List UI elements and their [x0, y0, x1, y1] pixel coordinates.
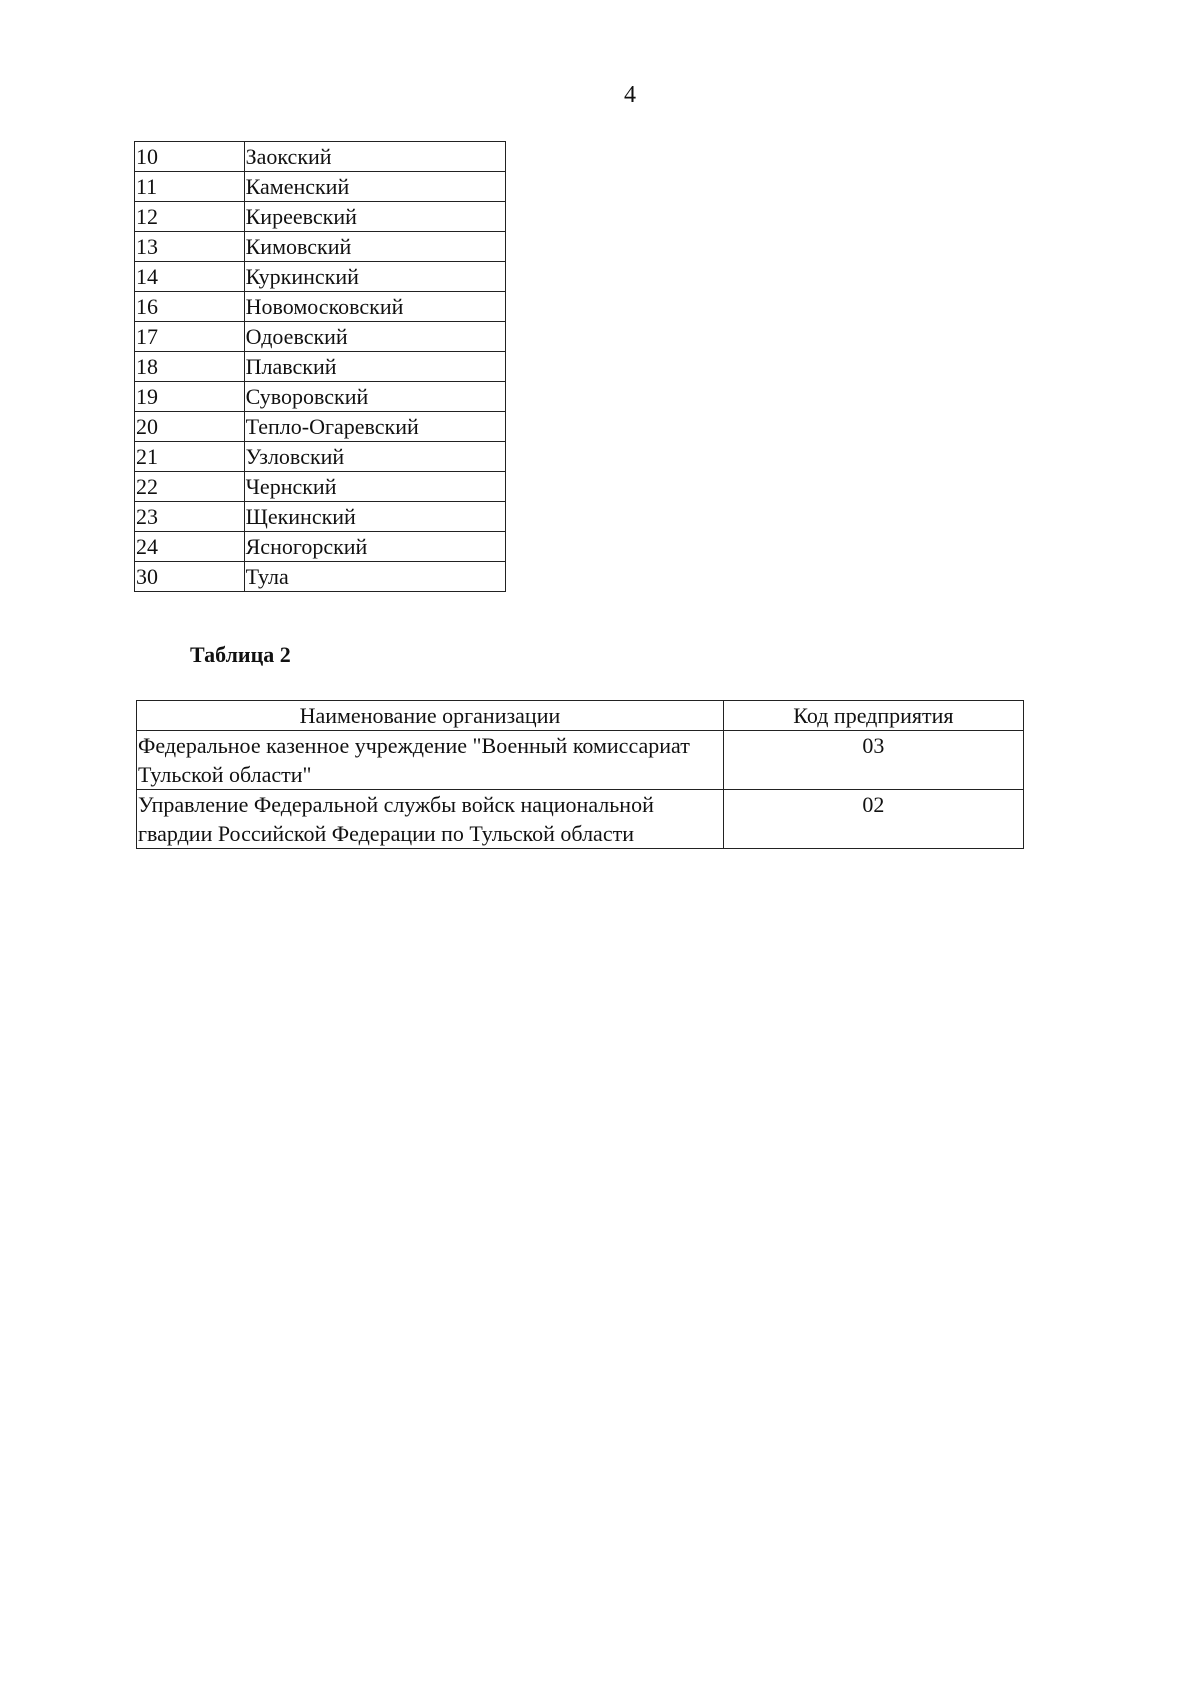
header-organization-name: Наименование организации: [137, 701, 724, 731]
district-code: 17: [135, 322, 245, 352]
district-name: Заокский: [244, 142, 505, 172]
district-name: Одоевский: [244, 322, 505, 352]
header-enterprise-code: Код предприятия: [723, 701, 1023, 731]
district-name: Кимовский: [244, 232, 505, 262]
organization-name: Управление Федеральной службы войск национальной гвардии Российской Федерации по Тульской области: [137, 790, 724, 849]
table-row: [135, 262, 506, 292]
district-code: 22: [135, 472, 245, 502]
table-row: [135, 562, 506, 592]
organizations-table: [136, 700, 1024, 849]
table-row: [135, 472, 506, 502]
enterprise-code: 03: [723, 731, 1023, 790]
district-name: Суворовский: [244, 382, 505, 412]
district-code: 14: [135, 262, 245, 292]
table-row: [135, 382, 506, 412]
table-row: [135, 202, 506, 232]
table-row: [137, 731, 1024, 790]
organization-name: Федеральное казенное учреждение "Военный комиссариат Тульской области": [137, 731, 724, 790]
district-name: Узловский: [244, 442, 505, 472]
districts-table: [134, 141, 506, 592]
district-name: Каменский: [244, 172, 505, 202]
table-header-row: [137, 701, 1024, 731]
table-row: [135, 412, 506, 442]
district-name: Тепло-Огаревский: [244, 412, 505, 442]
district-code: 13: [135, 232, 245, 262]
district-name: Ясногорский: [244, 532, 505, 562]
table-row: [135, 232, 506, 262]
page-number: 4: [624, 82, 636, 108]
district-code: 18: [135, 352, 245, 382]
district-code: 10: [135, 142, 245, 172]
table-row: [135, 322, 506, 352]
district-code: 11: [135, 172, 245, 202]
district-name: Киреевский: [244, 202, 505, 232]
district-name: Плавский: [244, 352, 505, 382]
district-name: Тула: [244, 562, 505, 592]
table-row: [135, 292, 506, 322]
district-code: 30: [135, 562, 245, 592]
table-row: [135, 172, 506, 202]
table-row: [135, 502, 506, 532]
district-name: Новомосковский: [244, 292, 505, 322]
district-code: 16: [135, 292, 245, 322]
district-name: Чернский: [244, 472, 505, 502]
district-code: 20: [135, 412, 245, 442]
district-code: 23: [135, 502, 245, 532]
district-code: 21: [135, 442, 245, 472]
table-row: [135, 532, 506, 562]
table-row: [135, 142, 506, 172]
district-name: Куркинский: [244, 262, 505, 292]
table-row: [135, 442, 506, 472]
table2-caption: Таблица 2: [190, 642, 291, 667]
district-code: 24: [135, 532, 245, 562]
table-row: [135, 352, 506, 382]
district-code: 19: [135, 382, 245, 412]
district-name: Щекинский: [244, 502, 505, 532]
enterprise-code: 02: [723, 790, 1023, 849]
district-code: 12: [135, 202, 245, 232]
table-row: [137, 790, 1024, 849]
